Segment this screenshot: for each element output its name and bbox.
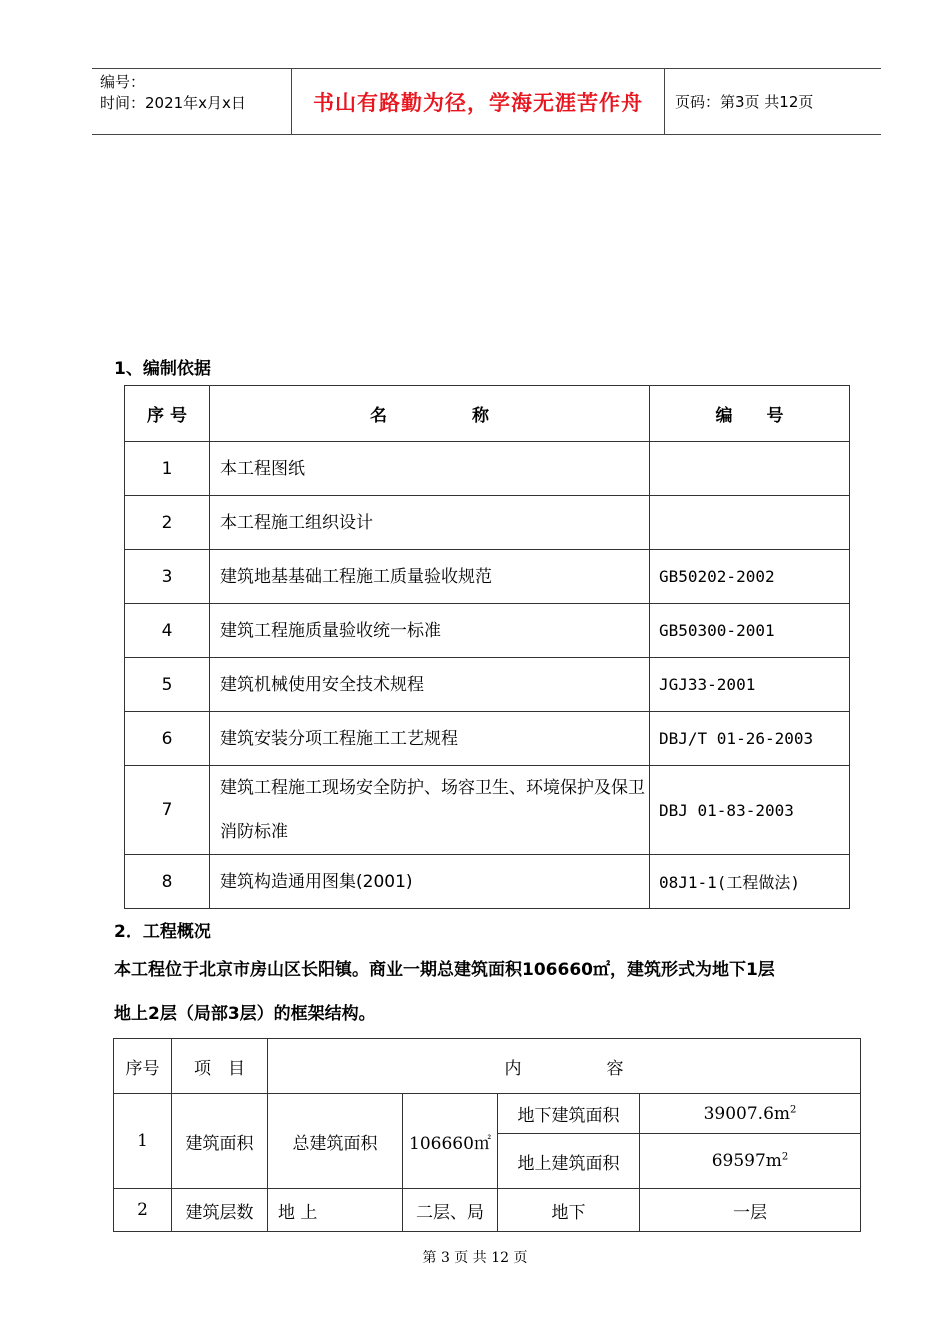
- table-row: [125, 550, 850, 604]
- table-row: [125, 496, 850, 550]
- page-footer: 第 3 页 共 12 页: [422, 1250, 528, 1266]
- row-code: GB50300-2001: [650, 604, 850, 658]
- row-name: 建筑工程施质量验收统一标准: [210, 604, 650, 658]
- header-page-label: 页码：第3页 共12页: [675, 93, 814, 111]
- row-no: 3: [125, 550, 210, 604]
- row-code: GB50202-2002: [650, 550, 850, 604]
- row-name: 建筑安装分项工程施工工艺规程: [210, 712, 650, 766]
- table-row: [114, 1094, 861, 1134]
- overview-r1-item: 建筑面积: [172, 1094, 268, 1189]
- row-code: DBJ/T 01-26-2003: [650, 712, 850, 766]
- overview-col-no: 序号: [114, 1039, 172, 1094]
- overview-r1-under-value: 39007.6m: [703, 1103, 791, 1124]
- table-row: [125, 604, 850, 658]
- row-no: 8: [125, 855, 210, 909]
- table-row: [125, 855, 850, 909]
- overview-r1-no: 1: [114, 1094, 172, 1189]
- row-code: JGJ33-2001: [650, 658, 850, 712]
- row-name: 建筑工程施工现场安全防护、场容卫生、环境保护及保卫消防标准: [210, 766, 650, 855]
- table-row: [125, 766, 850, 855]
- row-code: [650, 496, 850, 550]
- basis-table: [124, 385, 850, 909]
- col-name-header: 名 称: [210, 386, 650, 442]
- unit-superscript: 2: [781, 1151, 789, 1163]
- overview-r1-above-value: 69597m: [711, 1151, 782, 1171]
- row-name: 建筑构造通用图集(2001): [210, 855, 650, 909]
- table-row: [125, 442, 850, 496]
- overview-r1-above-cell: [640, 1134, 861, 1189]
- row-name: 建筑地基基础工程施工质量验收规范: [210, 550, 650, 604]
- header-meta: [92, 69, 292, 134]
- overview-r1-under-label: 地下建筑面积: [498, 1094, 640, 1134]
- row-no: 6: [125, 712, 210, 766]
- overview-table: [113, 1038, 861, 1232]
- overview-r2-above-value: 二层、局: [403, 1189, 498, 1232]
- overview-r2-under-value: 一层: [640, 1189, 861, 1232]
- overview-paragraph-line2: 地上2层（局部3层）的框架结构。: [114, 1004, 376, 1024]
- row-no: 5: [125, 658, 210, 712]
- row-no: 7: [125, 766, 210, 855]
- header-number-label: 编号：: [100, 73, 146, 91]
- row-name: 建筑机械使用安全技术规程: [210, 658, 650, 712]
- row-name: 本工程图纸: [210, 442, 650, 496]
- overview-r1-above-label: 地上建筑面积: [498, 1134, 640, 1189]
- header-motto: 书山有路勤为径，学海无涯苦作舟: [292, 69, 665, 134]
- section1-title: 1、编制依据: [114, 359, 211, 379]
- overview-header-row: [114, 1039, 861, 1094]
- row-code: DBJ 01-83-2003: [650, 766, 850, 855]
- table-row: [114, 1189, 861, 1232]
- overview-r2-item: 建筑层数: [172, 1189, 268, 1232]
- overview-r1-total-value: 106660㎡: [403, 1094, 498, 1189]
- unit-superscript: 2: [790, 1103, 797, 1115]
- overview-r2-under-label: 地下: [498, 1189, 640, 1232]
- row-no: 4: [125, 604, 210, 658]
- overview-r2-above-label: 地 上: [268, 1189, 403, 1232]
- section2-title: 2．工程概况: [114, 922, 211, 942]
- overview-r2-no: 2: [114, 1189, 172, 1232]
- col-no-header: 序 号: [125, 386, 210, 442]
- row-no: 2: [125, 496, 210, 550]
- table-row: [125, 712, 850, 766]
- row-no: 1: [125, 442, 210, 496]
- basis-table-header: [125, 386, 850, 442]
- row-name: 本工程施工组织设计: [210, 496, 650, 550]
- table-row: [125, 658, 850, 712]
- row-code: [650, 442, 850, 496]
- col-code-header: 编 号: [650, 386, 850, 442]
- row-code: 08J1-1(工程做法): [650, 855, 850, 909]
- header-time-label: 时间：2021年x月x日: [100, 94, 246, 112]
- overview-col-item: 项 目: [172, 1039, 268, 1094]
- page-header: [92, 68, 881, 135]
- overview-r1-total-label: 总建筑面积: [268, 1094, 403, 1189]
- overview-paragraph-line1: 本工程位于北京市房山区长阳镇。商业一期总建筑面积106660㎡，建筑形式为地下1层: [114, 960, 775, 980]
- overview-r1-under-cell: [640, 1094, 861, 1134]
- overview-col-content: 内 容: [268, 1039, 861, 1094]
